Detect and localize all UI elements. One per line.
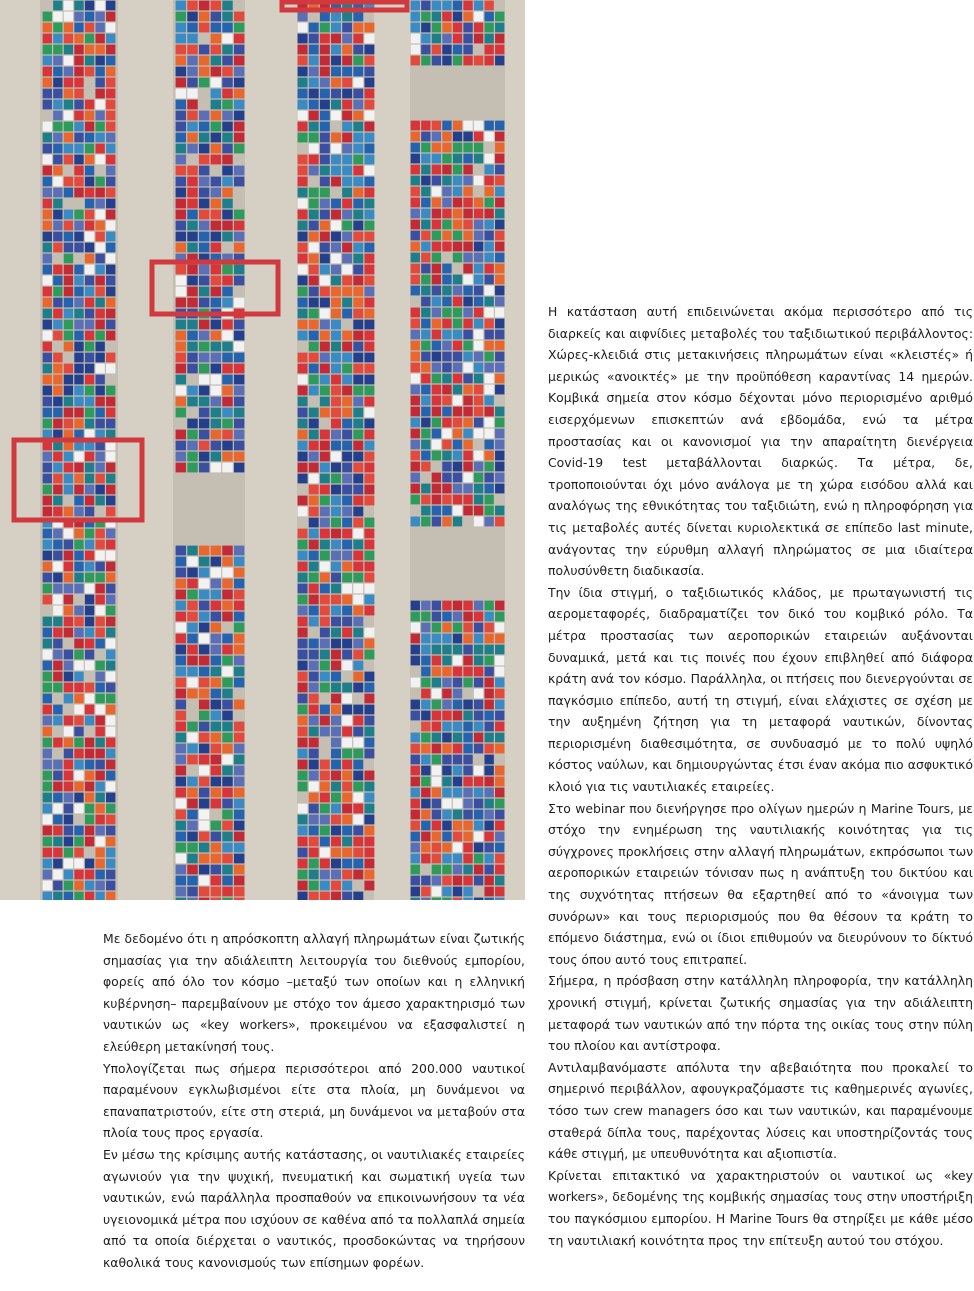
- paragraph-left-3: Εν μέσω της κρίσιμης αυτής κατάστασης, οι ναυτιλιακές εταιρείες αγωνιούν για την ψυχική, πνευματική και σωματική υγεία των ναυτικών, ενώ παράλληλα προσπαθούν να επικοινωνήσουν τα νέα υγειονομικά μέτρα που ισχύουν σε καθένα από τα πολλαπλά σημεία από τα οποία διέρχεται ο ναυτικός, προσδοκώντας να τηρήσουν καθολικά τους κανονισμούς των επίσημων φορέων.: [103, 1146, 525, 1270]
- yard-lane: [245, 0, 297, 900]
- yard-lane: [118, 0, 173, 900]
- paragraph-right-6: Κρίνεται επιτακτικό να χαρακτηριστούν οι ναυτικοί ως «key workers», δεδομένης της κομβικής σημασίας τους στην υποστήριξη του παγκόσμιου εμπορίου. Η Marine Tours θα στηρίξει με κάθε μέσο τη ναυτιλιακή κοινότητα προς την επίτευξη αυτού του στόχου.: [548, 1167, 973, 1248]
- yard-lane: [374, 0, 410, 900]
- paragraph-right-3: Στο webinar που διενήργησε προ ολίγων ημερών η Marine Tours, με στόχο την ενημέρωση της ναυτιλιακής κοινότητας για τις σύγχρονες προκλήσεις στην αλλαγή πληρωμάτων, εκπρόσωποι των αεροπορικών εταιρειών τόνισαν πως η ανάπτυξη του δικτύου και της συχνότητας πτήσεων θα εξαρτηθεί από το «άνοιγμα των συνόρων» και τους περιορισμούς που θα θέσουν τα κράτη το επόμενο διάστημα, ενώ οι ίδιοι επιθυμούν να διευρύνουν το δίκτυό τους όπου αυτό τους επιτραπεί.: [548, 800, 973, 967]
- yard-lane: [505, 0, 525, 900]
- paragraph-right-4: Σήμερα, η πρόσβαση στην κατάλληλη πληροφορία, την κατάλληλη χρονική στιγμή, κρίνεται ζωτικής σημασίας για την αδιάλειπτη μεταφορά των ναυτικών από την πόρτα της οικίας τους στην πύλη του πλοίου και αντίστροφα.: [548, 973, 973, 1054]
- container-yard-aerial-image: [0, 0, 525, 900]
- paragraph-right-2: Την ίδια στιγμή, ο ταξιδιωτικός κλάδος, με πρωταγωνιστή τις αερομεταφορές, διαδραματίζει τον δικό του κομβικό ρόλο. Τα μέτρα προστασίας των αεροπορικών εταιρειών αυξάνονται δυναμικά, μετά και τις ποινές που έχουν επιβληθεί από διάφορα κράτη ανά τον κόσμο. Παράλληλα, οι πτήσεις που διενεργούνται σε παγκόσμιο επίπεδο, αυτή τη στιγμή, είναι ελάχιστες σε σχέση με την αυξημένη ζήτηση για τη μεταφορά ναυτικών, δίνοντας περιορισμένη διαθεσιμότητα, σε συνδυασμό με το πολύ υψηλό κόστος ναύλων, και δημιουργώντας έτσι έναν ακόμα πιο ασφυκτικό κλοιό για τις ναυτιλιακές εταιρείες.: [548, 584, 973, 795]
- paragraph-right-1: Η κατάσταση αυτή επιδεινώνεται ακόμα περισσότερο από τις διαρκείς και αιφνίδιες μεταβολές του ταξιδιωτικού περιβάλλοντος: Χώρες-κλειδιά στις μετακινήσεις πληρωμάτων είναι «κλειστές» ή μερικώς «ανοικτές» με την προϋπόθεση καραντίνας 14 ημερών. Κομβικά σημεία στον κόσμο δέχονται μόνο περιορισμένο αριθμό εισερχόμενων επισκεπτών ανά εβδομάδα, ενώ τα μέτρα προστασίας και οι κανονισμοί για την απαραίτητη διενέργεια Covid-19 test μεταβάλλονται διαρκώς. Τα μέτρα, δε, τροποποιούνται όχι μόνο ανάλογα με τη χώρα εισόδου αλλά και αναλόγως της εθνικότητας του ταξιδιώτη, ενώ η πληροφόρηση για τις μεταβολές αυτές δίνεται κυριολεκτικά σε επίπεδο last minute, ανάγοντας την εύρυθμη αλλαγή πληρώματος σε μια ιδιαίτερα πολυσύνθετη διαδικασία.: [548, 304, 973, 579]
- paragraph-right-5: Αντιλαμβανόμαστε απόλυτα την αβεβαιότητα που προκαλεί το σημερινό περιβάλλον, αφουγκραζόμαστε τις καθημερινές αγωνίες, τόσο των crew managers όσο και των ναυτικών, και παραμένουμε σταθερά δίπλα τους, παρέχοντας λύσεις και υποστηρίζοντάς τους κάθε στιγμή, με υπευθυνότητα και αξιοπιστία.: [548, 1059, 973, 1162]
- article-right-column: [548, 301, 973, 1251]
- article-left-column: [103, 928, 525, 1274]
- container-terminal-photo: [0, 0, 525, 900]
- paragraph-left-2: Υπολογίζεται πως σήμερα περισσότεροι από 200.000 ναυτικοί παραμένουν εγκλωβισμένοι είτε στα πλοία, μη δυνάμενοι να επαναπατριστούν, είτε στη στεριά, μη δυνάμενοι να μεταβούν στα πλοία τους προς εργασία.: [103, 1060, 525, 1141]
- yard-lane: [0, 0, 40, 900]
- paragraph-left-1: Με δεδομένο ότι η απρόσκοπτη αλλαγή πληρωμάτων είναι ζωτικής σημασίας για την αδιάλειπτη λειτουργία του διεθνούς εμπορίου, φορείς από όλο τον κόσμο –μεταξύ των οποίων και η ελληνική κυβέρνηση– παρεμβαίνουν με στόχο τον άμεσο χαρακτηρισμό των ναυτικών ως «key workers», προκειμένου να εξασφαλιστεί η ελεύθερη μετακίνησή τους.: [103, 931, 525, 1054]
